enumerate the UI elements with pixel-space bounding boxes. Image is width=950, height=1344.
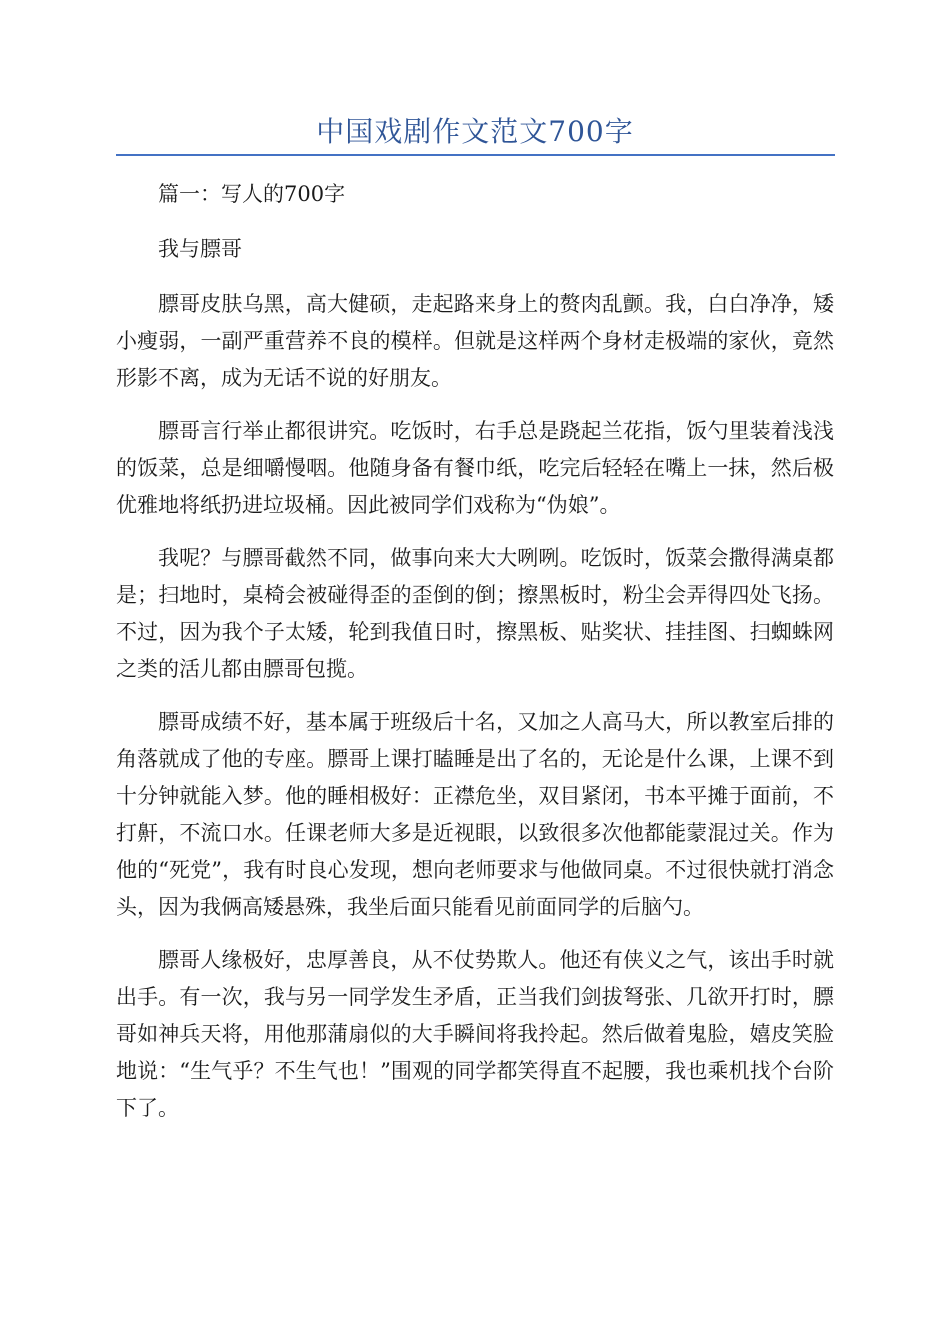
paragraph-4: 膘哥成绩不好，基本属于班级后十名，又加之人高马大，所以教室后排的角落就成了他的专座。膘哥上课打瞌睡是出了名的，无论是什么课，上课不到十分钟就能入梦。他的睡相极好：正襟危坐，双目紧闭，书本平摊于面前，不打鼾，不流口水。任课老师大多是近视眼，以致很多次他都能蒙混过关。作为他的“死党”，我有时良心发现，想向老师要求与他做同桌。不过很快就打消念头，因为我俩高矮悬殊，我坐后面只能看见前面同学的后脑勺。	[116, 710, 834, 919]
paragraph-1: 膘哥皮肤乌黑，高大健硕，走起路来身上的赘肉乱颤。我，白白净净，矮小瘦弱，一副严重营养不良的模样。但就是这样两个身材走极端的家伙，竟然形影不离，成为无话不说的好朋友。	[116, 292, 834, 390]
paragraph-5: 膘哥人缘极好，忠厚善良，从不仗势欺人。他还有侠义之气，该出手时就出手。有一次，我与另一同学发生矛盾，正当我们剑拔弩张、几欲开打时，膘哥如神兵天将，用他那蒲扇似的大手瞬间将我拎起。然后做着鬼脸，嬉皮笑脸地说：“生气乎？不生气也！”围观的同学都笑得直不起腰，我也乘机找个台阶下了。	[116, 948, 834, 1120]
document-body	[116, 176, 834, 1143]
paragraph-3: 我呢？与膘哥截然不同，做事向来大大咧咧。吃饭时，饭菜会撒得满桌都是；扫地时，桌椅会被碰得歪的歪倒的倒；擦黑板时，粉尘会弄得四处飞扬。不过，因为我个子太矮，轮到我值日时，擦黑板、贴奖状、挂挂图、扫蜘蛛网之类的活儿都由膘哥包揽。	[116, 546, 834, 681]
paragraph-2: 膘哥言行举止都很讲究。吃饭时，右手总是跷起兰花指，饭勺里装着浅浅的饭菜，总是细嚼慢咽。他随身备有餐巾纸，吃完后轻轻在嘴上一抹，然后极优雅地将纸扔进垃圾桶。因此被同学们戏称为“伪娘”。	[116, 419, 834, 517]
essay-title: 我与膘哥	[158, 237, 242, 261]
section-heading: 篇一：写人的700字	[158, 182, 346, 206]
document-title: 中国戏剧作文范文700字	[316, 115, 634, 148]
title-underline	[116, 154, 835, 156]
